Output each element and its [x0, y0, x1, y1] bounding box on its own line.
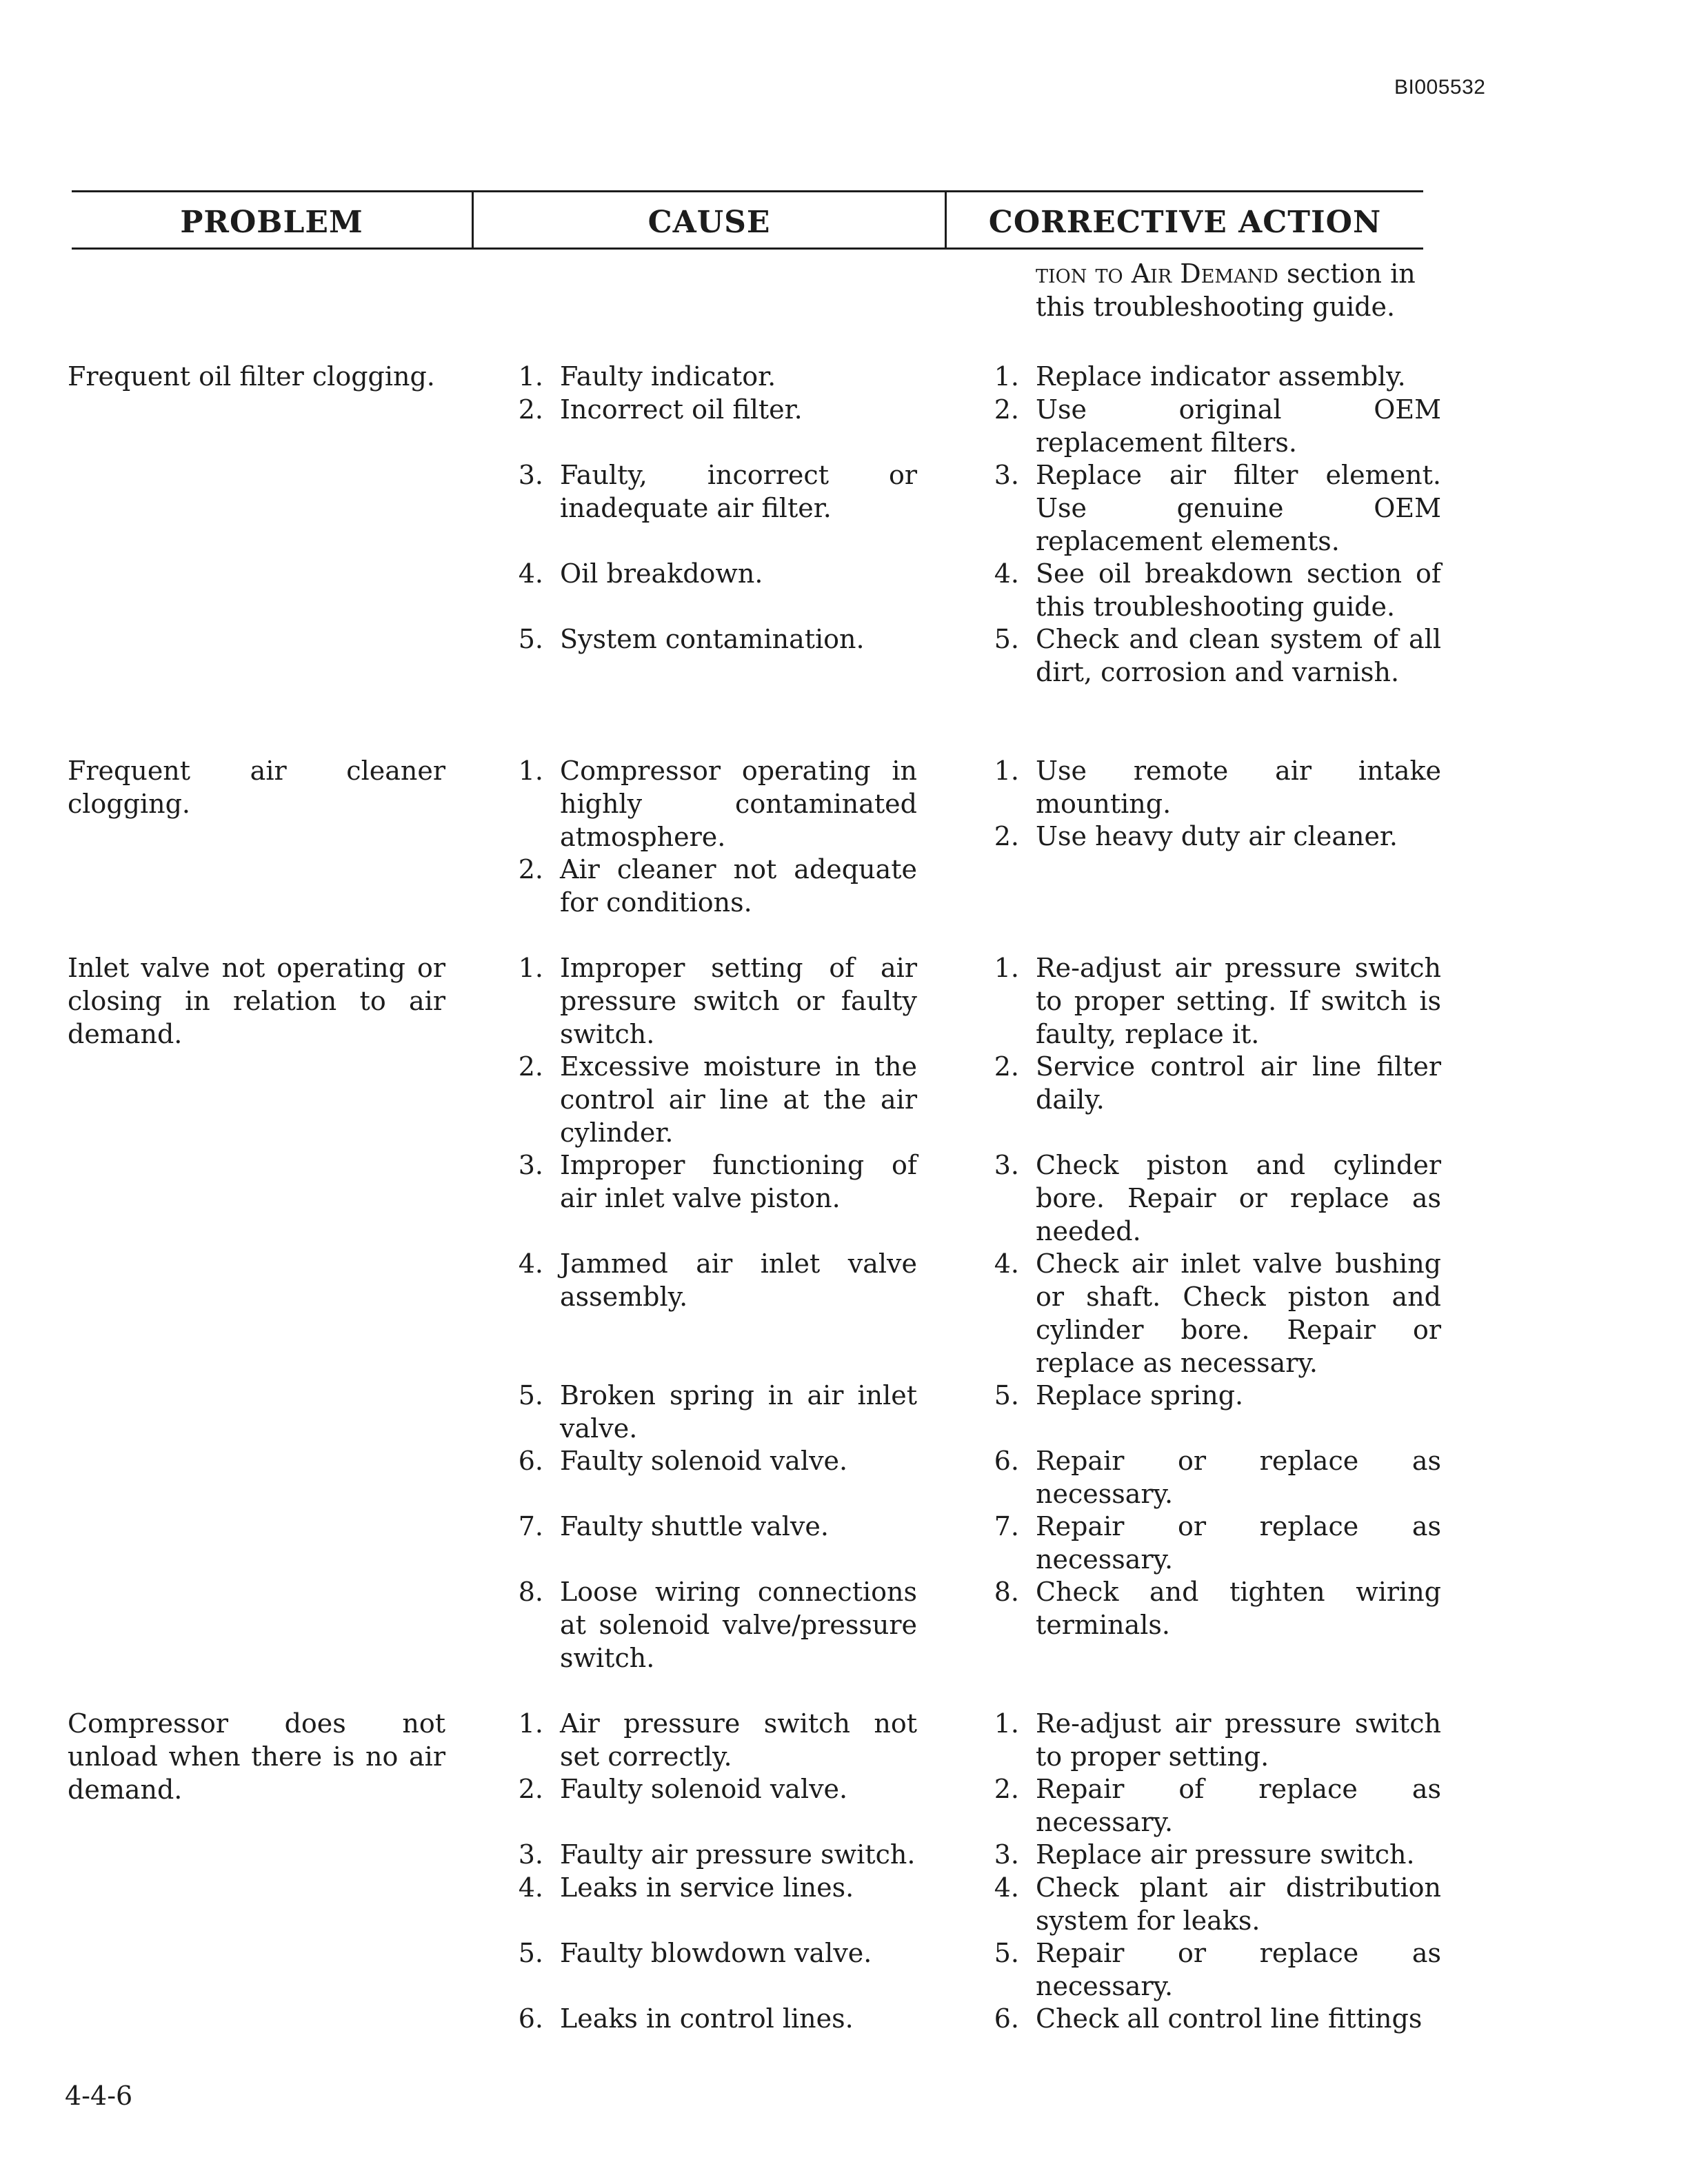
cause-number: 4. [518, 1872, 543, 1903]
action-text: Check plant air distribution system for leaks. [1036, 1872, 1441, 1936]
action-text: Replace indicator assembly. [1036, 361, 1406, 392]
action-text: Re-adjust air pressure switch to proper setting. [1036, 1708, 1441, 1772]
action-text: Check all control line fittings [1036, 2003, 1423, 2034]
cause-text: Faulty indicator. [560, 361, 776, 392]
action-text: Repair or replace as necessary. [1036, 1446, 1441, 1509]
cause-number: 2. [518, 394, 543, 425]
action-number: 1. [994, 361, 1019, 392]
action-text: Use original OEM replacement filters. [1036, 394, 1441, 458]
cause-text: Jammed air inlet valve assembly. [560, 1248, 917, 1312]
cause-text: Improper functioning of air inlet valve piston. [560, 1150, 917, 1213]
cause-text: Compressor operating in highly contaminated atmosphere. [560, 756, 917, 852]
cause-number: 5. [518, 1938, 543, 1968]
action-text: See oil breakdown section of this troubleshooting guide. [1036, 558, 1441, 622]
header-corrective-action: CORRECTIVE ACTION [988, 205, 1382, 240]
action-number: 3. [994, 460, 1019, 490]
cause-text: Faulty air pressure switch. [560, 1839, 916, 1870]
action-number: 4. [994, 1872, 1019, 1903]
cause-number: 5. [518, 624, 543, 654]
cause-number: 6. [518, 1446, 543, 1476]
cause-number: 3. [518, 1150, 543, 1180]
continued-action-text [1036, 257, 1420, 323]
cause-text: Faulty blowdown valve. [560, 1938, 872, 1968]
action-text: Check air inlet valve bushing or shaft. Check piston and cylinder bore. Repair or replace as necessary. [1036, 1248, 1441, 1378]
action-text: Repair of replace as necessary. [1036, 1774, 1441, 1837]
header-cause: CAUSE [647, 205, 771, 240]
action-number: 5. [994, 624, 1019, 654]
cause-text: Incorrect oil filter. [560, 394, 803, 425]
cause-text: Faulty solenoid valve. [560, 1446, 848, 1476]
header-problem: PROBLEM [180, 205, 363, 240]
cause-number: 4. [518, 558, 543, 589]
cause-number: 7. [518, 1511, 543, 1541]
action-number: 6. [994, 2003, 1019, 2034]
action-number: 3. [994, 1839, 1019, 1870]
cause-text: Air cleaner not adequate for conditions. [560, 854, 917, 918]
cause-text: Air pressure switch not set correctly. [560, 1708, 917, 1772]
cause-text: Improper setting of air pressure switch or faulty switch. [560, 953, 917, 1049]
action-text: Use heavy duty air cleaner. [1036, 821, 1398, 851]
problem-text: Inlet valve not operating or closing in relation to air demand. [68, 953, 445, 1049]
cause-text: Faulty shuttle valve. [560, 1511, 829, 1541]
cause-number: 1. [518, 756, 543, 786]
cause-number: 1. [518, 1708, 543, 1739]
action-number: 6. [994, 1446, 1019, 1476]
cause-number: 6. [518, 2003, 543, 2034]
action-number: 3. [994, 1150, 1019, 1180]
action-number: 2. [994, 394, 1019, 425]
action-number: 5. [994, 1380, 1019, 1410]
cause-text: Faulty solenoid valve. [560, 1774, 848, 1804]
cause-text: Leaks in service lines. [560, 1872, 854, 1903]
table-header [72, 190, 1423, 250]
action-text: Use remote air intake mounting. [1036, 756, 1441, 819]
cause-text: Oil breakdown. [560, 558, 763, 589]
cause-number: 1. [518, 953, 543, 983]
cause-number: 2. [518, 1774, 543, 1804]
action-number: 1. [994, 953, 1019, 983]
action-number: 7. [994, 1511, 1019, 1541]
cause-text: Faulty, incorrect or inadequate air filter. [560, 460, 917, 523]
document-id: BI005532 [1394, 76, 1486, 99]
action-text: Replace spring. [1036, 1380, 1244, 1410]
problem-text: Frequent oil filter clogging. [68, 361, 435, 392]
action-number: 8. [994, 1577, 1019, 1607]
cause-text: Excessive moisture in the control air line at the air cylinder. [560, 1051, 917, 1148]
action-text: Check and tighten wiring terminals. [1036, 1577, 1441, 1640]
cause-number: 3. [518, 460, 543, 490]
cause-number: 3. [518, 1839, 543, 1870]
action-text: Service control air line filter daily. [1036, 1051, 1441, 1115]
continued-action-smallcaps: tion to Air Demand [1036, 259, 1278, 289]
action-number: 2. [994, 1774, 1019, 1804]
cause-text: Broken spring in air inlet valve. [560, 1380, 917, 1444]
cause-number: 2. [518, 854, 543, 884]
cause-text: Leaks in control lines. [560, 2003, 854, 2034]
cause-text: System contamination. [560, 624, 865, 654]
problem-text: Compressor does not unload when there is no air demand. [68, 1708, 445, 1805]
action-number: 1. [994, 1708, 1019, 1739]
cause-number: 4. [518, 1248, 543, 1279]
cause-number: 1. [518, 361, 543, 392]
action-number: 5. [994, 1938, 1019, 1968]
action-text: Repair or replace as necessary. [1036, 1511, 1441, 1575]
cause-number: 8. [518, 1577, 543, 1607]
cause-number: 5. [518, 1380, 543, 1410]
action-number: 1. [994, 756, 1019, 786]
page-number: 4-4-6 [65, 2081, 133, 2111]
action-number: 2. [994, 1051, 1019, 1082]
action-text: Repair or replace as necessary. [1036, 1938, 1441, 2001]
action-text: Check piston and cylinder bore. Repair or replace as needed. [1036, 1150, 1441, 1246]
cause-number: 2. [518, 1051, 543, 1082]
cause-text: Loose wiring connections at solenoid valve/pressure switch. [560, 1577, 917, 1673]
action-number: 4. [994, 558, 1019, 589]
problem-text: Frequent air cleaner clogging. [68, 756, 445, 819]
action-text: Replace air pressure switch. [1036, 1839, 1415, 1870]
action-text: Re-adjust air pressure switch to proper setting. If switch is faulty, replace it. [1036, 953, 1441, 1049]
action-text: Check and clean system of all dirt, corrosion and varnish. [1036, 624, 1441, 687]
action-number: 4. [994, 1248, 1019, 1279]
action-text: Replace air filter element. Use genuine OEM replacement elements. [1036, 460, 1441, 556]
action-number: 2. [994, 821, 1019, 851]
continued-action-rest: section in this troubleshooting guide. [1036, 259, 1416, 322]
